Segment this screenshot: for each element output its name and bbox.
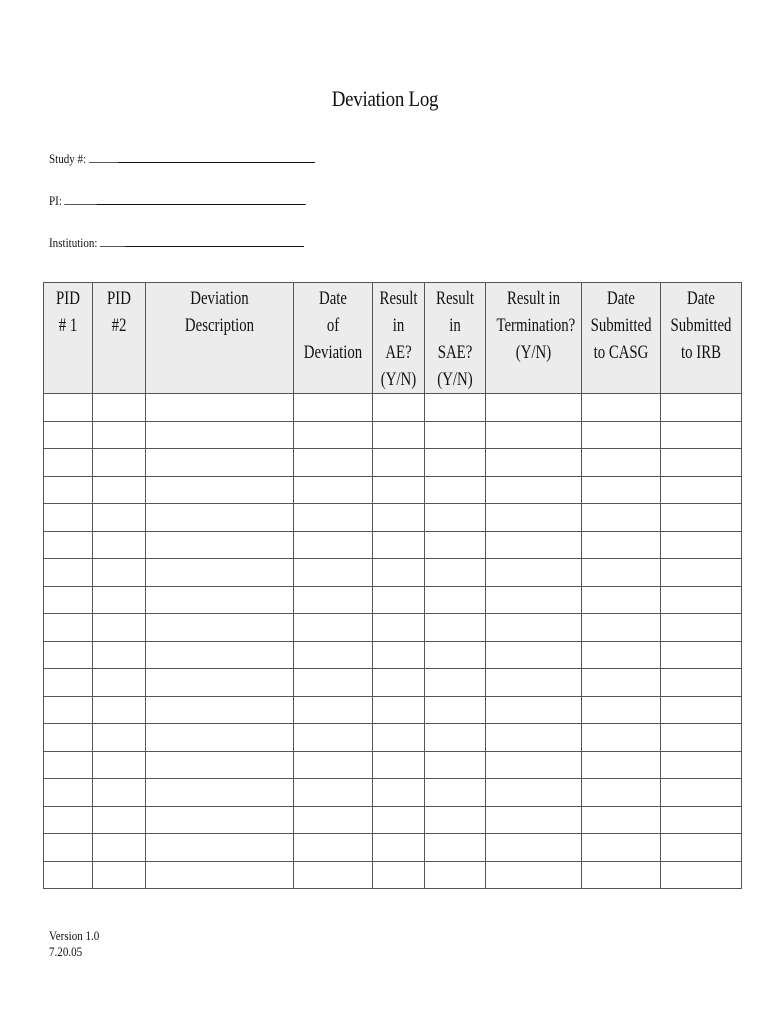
table-row bbox=[44, 614, 742, 642]
table-cell[interactable] bbox=[294, 476, 373, 504]
table-cell[interactable] bbox=[93, 724, 146, 752]
table-cell[interactable] bbox=[44, 586, 93, 614]
table-cell[interactable] bbox=[486, 504, 582, 532]
table-cell[interactable] bbox=[44, 834, 93, 862]
table-cell[interactable] bbox=[661, 559, 742, 587]
table-cell[interactable] bbox=[373, 531, 425, 559]
table-cell[interactable] bbox=[294, 641, 373, 669]
table-cell[interactable] bbox=[146, 779, 294, 807]
institution-blank[interactable] bbox=[126, 233, 305, 247]
table-cell[interactable] bbox=[425, 531, 486, 559]
deviation-log-table bbox=[43, 282, 742, 889]
table-cell[interactable] bbox=[373, 751, 425, 779]
table-cell[interactable] bbox=[486, 421, 582, 449]
table-row bbox=[44, 394, 742, 422]
table-cell[interactable] bbox=[661, 504, 742, 532]
table-row bbox=[44, 724, 742, 752]
table-cell[interactable] bbox=[425, 559, 486, 587]
table-cell[interactable] bbox=[373, 559, 425, 587]
table-cell[interactable] bbox=[93, 806, 146, 834]
table-cell[interactable] bbox=[93, 476, 146, 504]
table-cell[interactable] bbox=[425, 806, 486, 834]
table-cell[interactable] bbox=[146, 806, 294, 834]
table-cell[interactable] bbox=[582, 476, 661, 504]
table-cell[interactable] bbox=[373, 806, 425, 834]
table-cell[interactable] bbox=[373, 861, 425, 889]
table-cell[interactable] bbox=[425, 504, 486, 532]
table-cell[interactable] bbox=[425, 669, 486, 697]
footer bbox=[49, 928, 99, 960]
table-cell[interactable] bbox=[294, 806, 373, 834]
table-cell[interactable] bbox=[582, 696, 661, 724]
header-pid-2: PID #2 bbox=[93, 283, 146, 394]
table-cell[interactable] bbox=[146, 394, 294, 422]
study-number-blank[interactable] bbox=[118, 149, 315, 163]
table-row bbox=[44, 779, 742, 807]
table-cell[interactable] bbox=[146, 614, 294, 642]
table-cell[interactable] bbox=[661, 586, 742, 614]
table-cell[interactable] bbox=[146, 421, 294, 449]
table-cell[interactable] bbox=[294, 669, 373, 697]
table-cell[interactable] bbox=[44, 861, 93, 889]
table-cell[interactable] bbox=[93, 421, 146, 449]
table-cell[interactable] bbox=[44, 394, 93, 422]
table-cell[interactable] bbox=[294, 531, 373, 559]
table-row bbox=[44, 806, 742, 834]
table-cell[interactable] bbox=[93, 779, 146, 807]
table-cell[interactable] bbox=[661, 834, 742, 862]
table-cell[interactable] bbox=[146, 751, 294, 779]
table-cell[interactable] bbox=[661, 669, 742, 697]
table-cell[interactable] bbox=[661, 861, 742, 889]
table-row bbox=[44, 641, 742, 669]
table-cell[interactable] bbox=[425, 779, 486, 807]
table-cell[interactable] bbox=[373, 696, 425, 724]
table-cell[interactable] bbox=[582, 724, 661, 752]
table-row bbox=[44, 669, 742, 697]
table-cell[interactable] bbox=[93, 531, 146, 559]
table-cell[interactable] bbox=[373, 449, 425, 477]
table-cell[interactable] bbox=[661, 614, 742, 642]
header-result-in-sae: Result in SAE? (Y/N) bbox=[425, 283, 486, 394]
header-deviation-description: Deviation Description bbox=[146, 283, 294, 394]
table-cell[interactable] bbox=[582, 641, 661, 669]
header-date-of-deviation: Date of Deviation bbox=[294, 283, 373, 394]
table-cell[interactable] bbox=[486, 641, 582, 669]
table-row bbox=[44, 751, 742, 779]
table-row bbox=[44, 476, 742, 504]
table-cell[interactable] bbox=[93, 586, 146, 614]
table-cell[interactable] bbox=[486, 559, 582, 587]
table-cell[interactable] bbox=[661, 641, 742, 669]
table-cell[interactable] bbox=[373, 476, 425, 504]
table-cell[interactable] bbox=[373, 586, 425, 614]
table-cell[interactable] bbox=[294, 779, 373, 807]
table-cell[interactable] bbox=[44, 669, 93, 697]
table-cell[interactable] bbox=[582, 504, 661, 532]
table-cell[interactable] bbox=[294, 751, 373, 779]
table-cell[interactable] bbox=[486, 614, 582, 642]
table-cell[interactable] bbox=[582, 531, 661, 559]
pi-blank[interactable] bbox=[97, 191, 306, 205]
table-cell[interactable] bbox=[582, 559, 661, 587]
table-cell[interactable] bbox=[294, 504, 373, 532]
table-cell[interactable] bbox=[294, 724, 373, 752]
table-cell[interactable] bbox=[486, 394, 582, 422]
table-cell[interactable] bbox=[373, 779, 425, 807]
table-cell[interactable] bbox=[661, 476, 742, 504]
table-cell[interactable] bbox=[373, 834, 425, 862]
table-cell[interactable] bbox=[146, 559, 294, 587]
pi-label: PI: bbox=[49, 193, 62, 208]
institution-field bbox=[49, 233, 304, 251]
pi-blank-short[interactable] bbox=[65, 191, 97, 205]
table-cell[interactable] bbox=[486, 449, 582, 477]
table-cell[interactable] bbox=[486, 531, 582, 559]
table-cell[interactable] bbox=[146, 696, 294, 724]
table-cell[interactable] bbox=[146, 586, 294, 614]
table-cell[interactable] bbox=[44, 614, 93, 642]
table-cell[interactable] bbox=[146, 724, 294, 752]
table-cell[interactable] bbox=[425, 724, 486, 752]
table-cell[interactable] bbox=[486, 861, 582, 889]
table-cell[interactable] bbox=[425, 751, 486, 779]
table-row bbox=[44, 861, 742, 889]
header-pid-1: PID # 1 bbox=[44, 283, 93, 394]
table-cell[interactable] bbox=[44, 751, 93, 779]
table-cell[interactable] bbox=[582, 394, 661, 422]
table-cell[interactable] bbox=[425, 614, 486, 642]
table-cell[interactable] bbox=[425, 421, 486, 449]
table-cell[interactable] bbox=[661, 751, 742, 779]
table-cell[interactable] bbox=[661, 531, 742, 559]
pi-field bbox=[49, 191, 306, 209]
study-number-blank-short[interactable] bbox=[89, 149, 118, 163]
table-cell[interactable] bbox=[93, 834, 146, 862]
table-cell[interactable] bbox=[146, 861, 294, 889]
table-row bbox=[44, 421, 742, 449]
table-cell[interactable] bbox=[93, 861, 146, 889]
table-cell[interactable] bbox=[486, 586, 582, 614]
study-number-field bbox=[49, 149, 315, 167]
table-cell[interactable] bbox=[661, 696, 742, 724]
table-cell[interactable] bbox=[373, 421, 425, 449]
table-cell[interactable] bbox=[425, 449, 486, 477]
table-cell[interactable] bbox=[582, 614, 661, 642]
table-cell[interactable] bbox=[146, 834, 294, 862]
table-cell[interactable] bbox=[425, 476, 486, 504]
table-cell[interactable] bbox=[373, 724, 425, 752]
table-cell[interactable] bbox=[294, 586, 373, 614]
table-cell[interactable] bbox=[582, 861, 661, 889]
table-cell[interactable] bbox=[661, 806, 742, 834]
table-cell[interactable] bbox=[146, 476, 294, 504]
table-cell[interactable] bbox=[582, 779, 661, 807]
header-date-submitted-irb: Date Submitted to IRB bbox=[661, 283, 742, 394]
table-cell[interactable] bbox=[373, 669, 425, 697]
table-cell[interactable] bbox=[486, 751, 582, 779]
table-cell[interactable] bbox=[425, 861, 486, 889]
table-header-row bbox=[44, 283, 742, 394]
table-cell[interactable] bbox=[486, 779, 582, 807]
table-cell[interactable] bbox=[44, 779, 93, 807]
table-cell[interactable] bbox=[294, 394, 373, 422]
table-cell[interactable] bbox=[93, 614, 146, 642]
table-cell[interactable] bbox=[44, 724, 93, 752]
table-cell[interactable] bbox=[146, 669, 294, 697]
header-date-submitted-casg: Date Submitted to CASG bbox=[582, 283, 661, 394]
table-cell[interactable] bbox=[294, 834, 373, 862]
table-cell[interactable] bbox=[661, 724, 742, 752]
table-cell[interactable] bbox=[425, 394, 486, 422]
table-row bbox=[44, 559, 742, 587]
table-cell[interactable] bbox=[373, 394, 425, 422]
table-cell[interactable] bbox=[294, 696, 373, 724]
table-cell[interactable] bbox=[44, 449, 93, 477]
table-cell[interactable] bbox=[486, 476, 582, 504]
table-cell[interactable] bbox=[146, 504, 294, 532]
table-cell[interactable] bbox=[44, 559, 93, 587]
table-cell[interactable] bbox=[44, 696, 93, 724]
table-cell[interactable] bbox=[661, 779, 742, 807]
header-result-in-ae: Result in AE? (Y/N) bbox=[373, 283, 425, 394]
table-row bbox=[44, 586, 742, 614]
table-cell[interactable] bbox=[294, 421, 373, 449]
table-cell[interactable] bbox=[44, 531, 93, 559]
table-cell[interactable] bbox=[93, 751, 146, 779]
table-cell[interactable] bbox=[93, 559, 146, 587]
table-cell[interactable] bbox=[294, 449, 373, 477]
table-cell[interactable] bbox=[582, 834, 661, 862]
table-cell[interactable] bbox=[44, 476, 93, 504]
table-cell[interactable] bbox=[93, 504, 146, 532]
table-row bbox=[44, 449, 742, 477]
table-cell[interactable] bbox=[425, 696, 486, 724]
table-cell[interactable] bbox=[44, 641, 93, 669]
institution-blank-short[interactable] bbox=[100, 233, 126, 247]
table-cell[interactable] bbox=[582, 806, 661, 834]
table-cell[interactable] bbox=[661, 449, 742, 477]
table-cell[interactable] bbox=[93, 669, 146, 697]
table-cell[interactable] bbox=[486, 696, 582, 724]
table-cell[interactable] bbox=[582, 586, 661, 614]
institution-label: Institution: bbox=[49, 235, 98, 250]
table-cell[interactable] bbox=[425, 834, 486, 862]
table-cell[interactable] bbox=[661, 394, 742, 422]
table-cell[interactable] bbox=[294, 614, 373, 642]
table-cell[interactable] bbox=[425, 586, 486, 614]
table-cell[interactable] bbox=[425, 641, 486, 669]
table-row bbox=[44, 834, 742, 862]
table-cell[interactable] bbox=[44, 504, 93, 532]
table-cell[interactable] bbox=[661, 421, 742, 449]
table-cell[interactable] bbox=[93, 696, 146, 724]
table-cell[interactable] bbox=[294, 559, 373, 587]
table-cell[interactable] bbox=[93, 449, 146, 477]
table-cell[interactable] bbox=[582, 669, 661, 697]
table-cell[interactable] bbox=[582, 421, 661, 449]
version-label: Version 1.0 bbox=[49, 928, 100, 943]
study-number-label: Study #: bbox=[49, 151, 87, 166]
table-cell[interactable] bbox=[93, 641, 146, 669]
table-row bbox=[44, 504, 742, 532]
table-cell[interactable] bbox=[294, 861, 373, 889]
table-row bbox=[44, 531, 742, 559]
table-cell[interactable] bbox=[486, 834, 582, 862]
table-cell[interactable] bbox=[582, 751, 661, 779]
table-cell[interactable] bbox=[44, 421, 93, 449]
table-cell[interactable] bbox=[582, 449, 661, 477]
table-cell[interactable] bbox=[146, 449, 294, 477]
version-date: 7.20.05 bbox=[49, 944, 83, 959]
table-cell[interactable] bbox=[373, 614, 425, 642]
table-cell[interactable] bbox=[486, 724, 582, 752]
table-cell[interactable] bbox=[486, 669, 582, 697]
document-title: Deviation Log bbox=[331, 86, 439, 111]
header-result-in-termination: Result in Termination? (Y/N) bbox=[486, 283, 582, 394]
table-cell[interactable] bbox=[373, 641, 425, 669]
table-cell[interactable] bbox=[44, 806, 93, 834]
table-cell[interactable] bbox=[146, 641, 294, 669]
table-body bbox=[44, 394, 742, 889]
table-cell[interactable] bbox=[486, 806, 582, 834]
table-cell[interactable] bbox=[146, 531, 294, 559]
table-row bbox=[44, 696, 742, 724]
table-cell[interactable] bbox=[93, 394, 146, 422]
table-cell[interactable] bbox=[373, 504, 425, 532]
